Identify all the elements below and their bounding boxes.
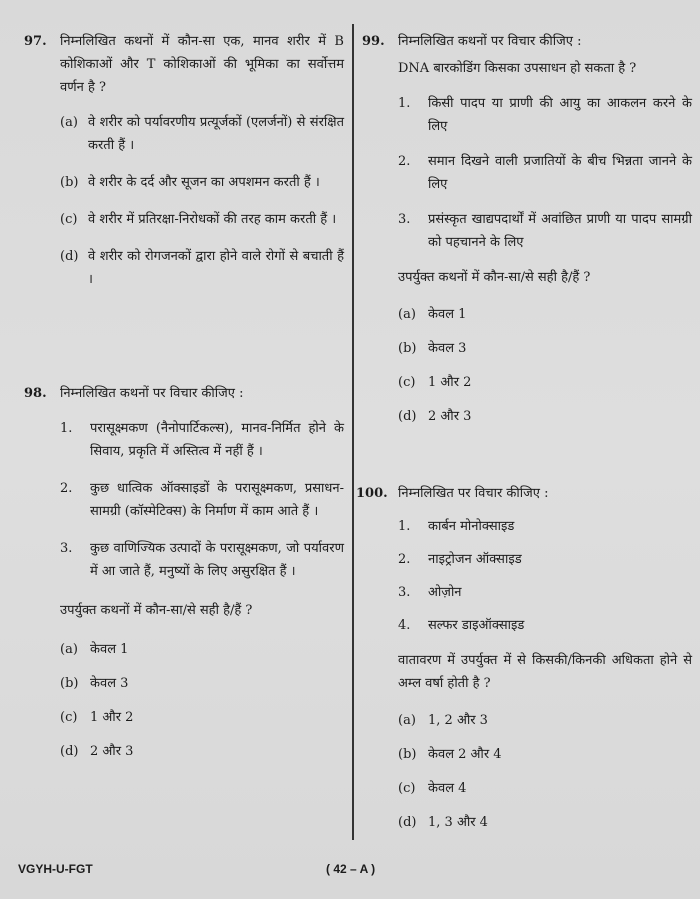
option-text: वे शरीर में प्रतिरक्षा-निरोधकों की तरह काम करती हैं । (88, 212, 337, 227)
choice-label: (b) (398, 747, 417, 762)
choice-label: (c) (398, 375, 416, 390)
choice-label: (d) (398, 815, 417, 830)
option-d (60, 245, 344, 291)
statement-text: सल्फर डाइऑक्साइड (428, 618, 525, 633)
choice-text: केवल 1 (90, 642, 129, 657)
choice-d (398, 405, 692, 425)
choice-text: केवल 3 (428, 341, 467, 356)
statement-3 (398, 208, 692, 254)
statement-label: 4. (398, 618, 411, 633)
statement-3 (398, 581, 692, 604)
question-98 (24, 382, 344, 760)
option-label: (b) (60, 175, 79, 190)
column-divider (352, 24, 354, 840)
option-label: (d) (60, 249, 79, 264)
choice-c (398, 777, 692, 797)
statement-label: 2. (398, 552, 411, 567)
choice-text: 2 और 3 (428, 409, 472, 424)
question-text: निम्नलिखित पर विचार कीजिए : (398, 486, 549, 501)
option-label: (a) (60, 115, 78, 130)
statement-label: 3. (398, 585, 411, 600)
statement-1 (60, 417, 344, 463)
statement-text: कार्बन मोनोक्साइड (428, 519, 515, 534)
statement-3 (60, 537, 344, 583)
statement-2 (398, 150, 692, 196)
statement-label: 3. (60, 541, 73, 556)
choice-text: 1, 2 और 3 (428, 713, 488, 728)
choice-label: (d) (60, 744, 79, 759)
statement-label: 1. (398, 96, 411, 111)
question-97 (24, 30, 344, 291)
question-text: निम्नलिखित कथनों में कौन-सा एक, मानव शरीर में B कोशिकाओं और T कोशिकाओं की भूमिका का सर्वोत्तम वर्णन है ? (60, 34, 344, 95)
booklet-code: VGYH-U-FGT (18, 862, 93, 876)
choice-label: (c) (398, 781, 416, 796)
option-label: (c) (60, 212, 78, 227)
choice-text: 1 और 2 (90, 710, 134, 725)
choice-label: (b) (60, 676, 79, 691)
question-number: 98. (24, 386, 47, 401)
option-c (60, 208, 344, 231)
option-text: वे शरीर के दर्द और सूजन का अपशमन करती हैं । (88, 175, 320, 190)
choice-a (60, 638, 344, 658)
choice-text: केवल 3 (90, 676, 129, 691)
statement-text: प्रसंस्कृत खाद्यपदार्थों में अवांछित प्राणी या पादप सामग्री को पहचानने के लिए (428, 212, 692, 250)
option-b (60, 171, 344, 194)
question-99 (362, 30, 692, 425)
statement-label: 1. (398, 519, 411, 534)
statement-label: 2. (60, 481, 73, 496)
choice-label: (a) (398, 307, 416, 322)
choice-text: 1 और 2 (428, 375, 472, 390)
statement-4 (398, 614, 692, 637)
choice-a (398, 303, 692, 323)
choice-label: (c) (60, 710, 78, 725)
option-a (60, 111, 344, 157)
choice-text: केवल 4 (428, 781, 467, 796)
choice-b (398, 337, 692, 357)
question-text: निम्नलिखित कथनों पर विचार कीजिए : (60, 386, 244, 401)
choice-text: 1, 3 और 4 (428, 815, 488, 830)
statement-text: ओज़ोन (428, 585, 462, 600)
question-ask: वातावरण में उपर्युक्त में से किसकी/किनकी अधिकता होने से अम्ल वर्षा होती है ? (398, 653, 692, 691)
question-ask: उपर्युक्त कथनों में कौन-सा/से सही है/हैं ? (398, 270, 591, 285)
choice-d (60, 740, 344, 760)
choice-c (60, 706, 344, 726)
statement-2 (398, 548, 692, 571)
choice-label: (b) (398, 341, 417, 356)
option-text: वे शरीर को रोगजनकों द्वारा होने वाले रोगों से बचाती हैं । (88, 249, 344, 287)
question-number: 97. (24, 34, 47, 49)
choice-b (60, 672, 344, 692)
statement-1 (398, 92, 692, 138)
choice-label: (a) (398, 713, 416, 728)
question-subtext: DNA बारकोडिंग किसका उपसाधन हो सकता है ? (398, 61, 637, 76)
question-100 (356, 482, 692, 831)
statement-label: 1. (60, 421, 73, 436)
statement-text: परासूक्ष्मकण (नैनोपार्टिकल्स), मानव-निर्मित होने के सिवाय, प्रकृति में अस्तित्व में नहीं हैं । (90, 421, 344, 459)
choice-a (398, 709, 692, 729)
question-ask: उपर्युक्त कथनों में कौन-सा/से सही है/हैं ? (60, 603, 253, 618)
choice-label: (d) (398, 409, 417, 424)
right-column (356, 30, 692, 830)
page-number: ( 42 – A ) (326, 862, 376, 876)
choice-text: केवल 1 (428, 307, 467, 322)
option-text: वे शरीर को पर्यावरणीय प्रत्यूर्जकों (एलर्जनों) से संरक्षित करती हैं । (88, 115, 344, 153)
statement-text: कुछ वाणिज्यिक उत्पादों के परासूक्ष्मकण, जो पर्यावरण में आ जाते हैं, मनुष्यों के लिए असुरक्षित हैं । (90, 541, 344, 579)
choice-text: 2 और 3 (90, 744, 134, 759)
question-text: निम्नलिखित कथनों पर विचार कीजिए : (398, 34, 582, 49)
statement-1 (398, 515, 692, 538)
statement-2 (60, 477, 344, 523)
question-number: 100. (356, 486, 388, 501)
statement-text: किसी पादप या प्राणी की आयु का आकलन करने के लिए (428, 96, 692, 134)
statement-label: 2. (398, 154, 411, 169)
choice-b (398, 743, 692, 763)
left-column (24, 30, 344, 759)
choice-c (398, 371, 692, 391)
statement-text: समान दिखने वाली प्रजातियों के बीच भिन्नता जानने के लिए (428, 154, 692, 192)
choice-label: (a) (60, 642, 78, 657)
choice-text: केवल 2 और 4 (428, 747, 502, 762)
statement-text: कुछ धात्विक ऑक्साइडों के परासूक्ष्मकण, प्रसाधन-सामग्री (कॉस्मेटिक्स) के निर्माण में काम आते हैं । (90, 481, 344, 519)
choice-d (398, 811, 692, 831)
statement-label: 3. (398, 212, 411, 227)
question-number: 99. (362, 34, 385, 49)
statement-text: नाइट्रोजन ऑक्साइड (428, 552, 522, 567)
